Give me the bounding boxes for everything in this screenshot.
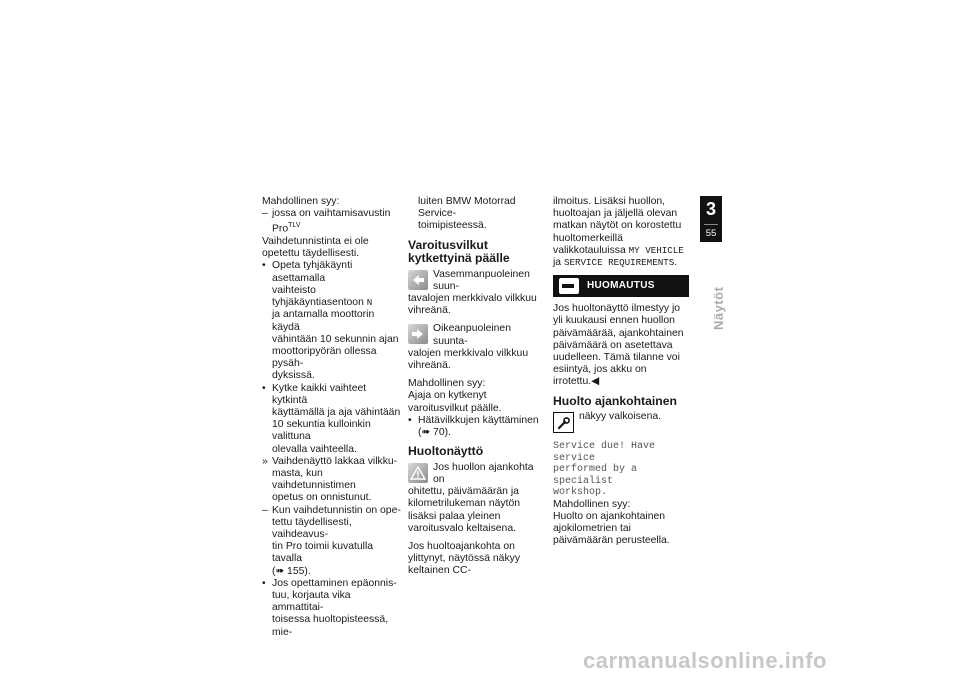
paragraph: Jos huoltoajankohta on ylittynyt, näytössä näkyy keltainen CC-: [408, 540, 521, 577]
menu-name: SERVICE REQUIREMENTS: [563, 257, 675, 269]
note-title: HUOMAUTUS: [587, 280, 655, 292]
section-label: Näytöt: [711, 286, 726, 330]
cause-label: Mahdollinen syy:: [553, 498, 631, 510]
bullet-item: • Jos opettaminen epäonnis- tuu, korjauta vika ammattitai- toisessa huoltopisteessä, mie-: [262, 577, 397, 638]
arrow-right-icon: [408, 324, 428, 344]
column-2: [408, 196, 544, 578]
note-text: Jos huoltonäyttö ilmestyy jo yli kuukausi ennen huollon päivämäärää, ajankohtainen päivämäärä on asetettava uudelleen. Tämä tilanne voi esiintyä, jos akku on irrotettu.◀: [553, 303, 684, 388]
column-1: [262, 196, 402, 639]
page-reference: (➠ 70).: [418, 427, 451, 439]
paragraph: ilmoitus. Lisäksi huollon, huoltoajan ja jäljellä olevan matkan näytöt on korostettu huoltomerkeillä valikkotauluissa MY VEHICLE ja SERVICE REQUIREMENTS.: [553, 196, 684, 269]
chapter-number: 3: [705, 199, 716, 219]
dash-item: – Kun vaihdetunnistin on ope- tettu täydellisesti, vaihdeavus- tin Pro toimii kuvatulla tavalla (➠ 155).: [262, 504, 401, 577]
dash-item: – jossa on vaihtamisavustin Pro$^{TLV}$: [262, 208, 391, 235]
cause-text: Ajaja on kytkenyt varoitusvilkut päälle.: [408, 390, 502, 414]
paragraph: Vaihdetunnistinta ei ole opetettu täydellisesti.: [262, 236, 369, 260]
arrow-left-icon: [408, 270, 428, 290]
left-indicator-para: Vasemmanpuoleinen suun- tavalojen merkkivalo vilkkuu vihreänä.: [408, 268, 537, 317]
page-number: 55: [705, 228, 717, 239]
page-reference: (➠ 155).: [272, 565, 311, 577]
section-heading: Varoitusvilkut kytkettyinä päälle: [408, 237, 510, 266]
end-mark-icon: ◀: [591, 376, 600, 388]
note-banner: [553, 275, 689, 297]
watermark: carmanualsonline.info: [583, 648, 827, 673]
pointing-hand-icon: [559, 278, 579, 294]
section-heading: Huoltonäyttö: [408, 444, 484, 459]
wrench-para: näkyy valkoisena.: [553, 411, 689, 433]
wrench-icon: [553, 412, 574, 433]
cause-label: Mahdollinen syy:: [262, 196, 340, 207]
result-item: » Vaihdenäyttö lakkaa vilkku- masta, kun vaihdetunnistimen opetus on onnistunut.: [262, 455, 398, 504]
display-message: Service due! Have service performed by a specialist workshop.: [553, 441, 656, 499]
section-heading: Huolto ajankohtainen: [553, 393, 677, 408]
service-para: Jos huollon ajankohta on ohitettu, päivämäärän ja kilometrilukeman näytön lisäksi palaa yleinen varoitusvalo keltaisena.: [408, 461, 534, 534]
cause-text: Huolto on ajankohtainen ajokilometrien tai päivämäärän perusteella.: [553, 510, 670, 547]
continued-text: luiten BMW Motorrad Service- toimipisteessä.: [418, 196, 516, 232]
bullet-item: • Kytke kaikki vaihteet kytkintä käyttämällä ja aja vähintään 10 sekuntia kulloinkin valittuna olevalla vaihteella.: [262, 382, 401, 455]
warning-triangle-icon: [408, 463, 428, 483]
bullet-item: • Opeta tyhjäkäynti asettamalla vaihteisto tyhjäkäyntiasentoon N ja antamalla moottorin käydä vähintään 10 sekunnin ajan moottoripyörän ollessa pysäh- dyksissä.: [262, 260, 399, 382]
cause-label: Mahdollinen syy:: [408, 378, 486, 390]
bullet-item: • Hätävilkkujen käyttäminen (➠ 70).: [408, 414, 539, 439]
right-indicator-para: Oikeanpuoleinen suunta- valojen merkkivalo vilkkuu vihreänä.: [408, 323, 529, 372]
column-3: [553, 196, 689, 547]
menu-name: MY VEHICLE: [628, 244, 684, 256]
